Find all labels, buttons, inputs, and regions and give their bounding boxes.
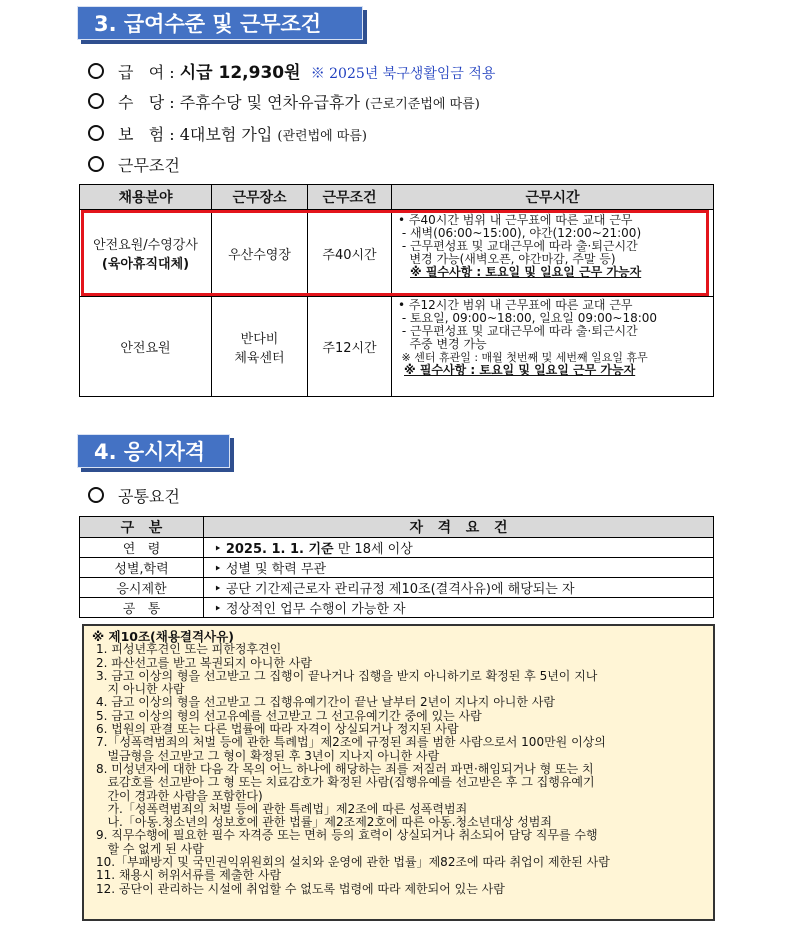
circle-bullet-icon — [88, 487, 104, 503]
list-item: 벌금형을 선고받고 그 형이 확정된 후 3년이 지나지 아니한 사람 — [96, 748, 440, 763]
list-item: 료감호를 선고받아 그 형 또는 치료감호가 확정된 사람(집행유예를 선고받은 후 그 집행유예기 — [96, 775, 595, 790]
place-line2: 체육센터 — [234, 350, 285, 366]
hours-line: ※ 센터 휴관일 : 매월 첫번째 및 세번째 일요일 휴무 — [398, 351, 648, 364]
header-requirement: 자 격 요 건 — [204, 517, 714, 538]
table-row — [80, 578, 714, 598]
conditions-row — [88, 153, 180, 176]
disqualification-notice — [82, 624, 715, 921]
circle-bullet-icon — [88, 63, 104, 79]
row-text: 만 18세 이상 — [333, 542, 413, 557]
row-value — [204, 558, 714, 578]
hours-line: • 주40시간 범위 내 근무표에 따른 교대 근무 — [398, 213, 633, 227]
row-text: 정상적인 업무 수행이 가능한 자 — [225, 602, 406, 617]
list-item: 간이 경과한 사람을 포함한다) — [96, 788, 263, 803]
list-item: 나.「아동.청소년의 성보호에 관한 법률」제2조제2호에 따른 아동.청소년대상 성범죄 — [96, 815, 552, 830]
section4-heading: 4. 응시자격 — [77, 434, 230, 468]
table-header-row — [80, 517, 714, 538]
row-prefix: ‣ — [214, 602, 226, 617]
place-cell — [212, 297, 308, 397]
header-field: 채용분야 — [80, 185, 212, 210]
table-row — [80, 538, 714, 558]
list-item: 10.「부패방지 및 국민권익위원회의 설치와 운영에 관한 법률」제82조에 따라 취업이 제한된 사람 — [96, 855, 610, 870]
circle-bullet-icon — [88, 125, 104, 141]
required-line — [398, 364, 707, 377]
insurance-label: 보 험 — [118, 125, 165, 144]
list-item: 할 수 없게 된 사람 — [96, 841, 204, 856]
row-label: 응시제한 — [80, 578, 204, 598]
header-hours: 근무시간 — [392, 185, 714, 210]
insurance-note: (관련법에 따름) — [277, 129, 367, 144]
common-row — [88, 484, 180, 507]
condition-cell: 주12시간 — [308, 297, 392, 397]
circle-bullet-icon — [88, 156, 104, 172]
list-item: 1. 피성년후견인 또는 피한정후견인 — [96, 642, 282, 657]
list-item: 8. 미성년자에 대한 다음 각 목의 어느 하나에 해당하는 죄를 저질러 파면·해임되거나 형 또는 치 — [96, 761, 594, 776]
pay-label: 급 여 — [118, 63, 165, 82]
list-item: 11. 채용시 허위서류를 제출한 사람 — [96, 868, 282, 883]
hours-line: - 근무편성표 및 교대근무에 따라 출·퇴근시간 — [398, 324, 638, 338]
row-label: 성별,학력 — [80, 558, 204, 578]
highlight-box — [81, 210, 709, 296]
row-value — [204, 578, 714, 598]
pay-row — [88, 58, 495, 83]
hours-line: - 새벽(06:00~15:00), 야간(12:00~21:00) — [398, 226, 642, 240]
hours-line: • 주12시간 범위 내 근무표에 따른 교대 근무 — [398, 298, 633, 312]
list-item: 7.「성폭력범죄의 처벌 등에 관한 특례법」제2조에 규정된 죄를 범한 사람으로서 100만원 이상의 — [96, 735, 606, 750]
list-item: 5. 금고 이상의 형의 선고유예를 선고받고 그 선고유예기간 중에 있는 사람 — [96, 708, 482, 723]
row-text: 공단 기간제근로자 관리규정 제10조(결격사유)에 해당되는 자 — [225, 582, 575, 597]
row-label: 공 통 — [80, 598, 204, 618]
hours-line: - 토요일, 09:00~18:00, 일요일 09:00~18:00 — [398, 311, 658, 325]
table-row — [80, 598, 714, 618]
allowance-note: (근로기준법에 따름) — [365, 97, 480, 112]
list-item: 4. 금고 이상의 형을 선고받고 그 집행유예기간이 끝난 날부터 2년이 지나지 아니한 사람 — [96, 695, 555, 710]
allowance-value: 주휴수당 및 연차유급휴가 — [179, 93, 360, 112]
row-value — [204, 538, 714, 558]
allowance-row — [88, 90, 480, 113]
pay-sep: : — [164, 63, 180, 82]
list-item: 12. 공단이 관리하는 시설에 취업할 수 없도록 법령에 따라 제한되어 있는 사람 — [96, 881, 505, 896]
field-line1: 안전요원/수영강사 — [93, 238, 198, 253]
insurance-sep: : — [164, 125, 180, 144]
field-line2: (육아휴직대체) — [101, 257, 190, 272]
field-cell: 안전요원 — [80, 297, 212, 397]
table-header-row — [80, 185, 714, 210]
hours-line: 주중 변경 가능 — [398, 337, 487, 351]
required-text: ※ 필수사항 : 토요일 및 일요일 근무 가능자 — [410, 265, 642, 279]
place-cell: 우산수영장 — [212, 210, 308, 297]
list-item: 3. 금고 이상의 형을 선고받고 그 집행이 끝나거나 집행을 받지 아니하기로 확정된 후 5년이 지나 — [96, 668, 598, 683]
header-place: 근무장소 — [212, 185, 308, 210]
insurance-value: 4대보험 가입 — [179, 125, 273, 144]
table-row — [80, 297, 714, 397]
place-line1: 반다비 — [240, 331, 279, 347]
required-text: ※ 필수사항 : 토요일 및 일요일 근무 가능자 — [404, 363, 636, 377]
list-item: 가.「성폭력범죄의 처벌 등에 관한 특례법」제2조에 따른 성폭력범죄 — [96, 801, 468, 816]
circle-bullet-icon — [88, 93, 104, 109]
list-item: 9. 직무수행에 필요한 필수 자격증 또는 면허 등의 효력이 상실되거나 취소되어 담당 직무를 수행 — [96, 828, 598, 843]
pay-note: ※ 2025년 북구생활임금 적용 — [310, 66, 496, 82]
insurance-row — [88, 122, 367, 145]
pay-value: 시급 12,930원 — [179, 63, 301, 83]
header-category: 구 분 — [80, 517, 204, 538]
notice-list — [92, 643, 705, 896]
list-item: 6. 법원의 판결 또는 다른 법률에 따라 자격이 상실되거나 정지된 사람 — [96, 722, 459, 737]
row-prefix: ‣ — [214, 582, 226, 597]
section3-heading: 3. 급여수준 및 근무조건 — [77, 6, 363, 40]
list-item: 지 아니한 사람 — [96, 682, 185, 697]
list-item: 2. 파산선고를 받고 복권되지 아니한 사람 — [96, 655, 312, 670]
hours-line: 변경 가능(새벽오픈, 야간마감, 주말 등) — [398, 252, 616, 266]
notice-title: ※ 제10조(채용결격사유) — [92, 629, 234, 644]
common-label: 공통요건 — [118, 487, 180, 506]
eligibility-table — [79, 516, 714, 618]
allowance-sep: : — [164, 93, 180, 112]
row-text: 성별 및 학력 무관 — [225, 562, 327, 577]
header-condition: 근무조건 — [308, 185, 392, 210]
row-value — [204, 598, 714, 618]
table-row — [80, 558, 714, 578]
condition-cell: 주40시간 — [308, 210, 392, 297]
row-bold: 2025. 1. 1. 기준 — [225, 542, 334, 557]
hours-cell — [392, 297, 714, 397]
row-label: 연 령 — [80, 538, 204, 558]
hours-line: - 근무편성표 및 교대근무에 따라 출·퇴근시간 — [398, 239, 638, 253]
conditions-label: 근무조건 — [118, 156, 180, 175]
row-prefix: ‣ — [214, 542, 226, 557]
row-prefix: ‣ — [214, 562, 226, 577]
allowance-label: 수 당 — [118, 93, 165, 112]
